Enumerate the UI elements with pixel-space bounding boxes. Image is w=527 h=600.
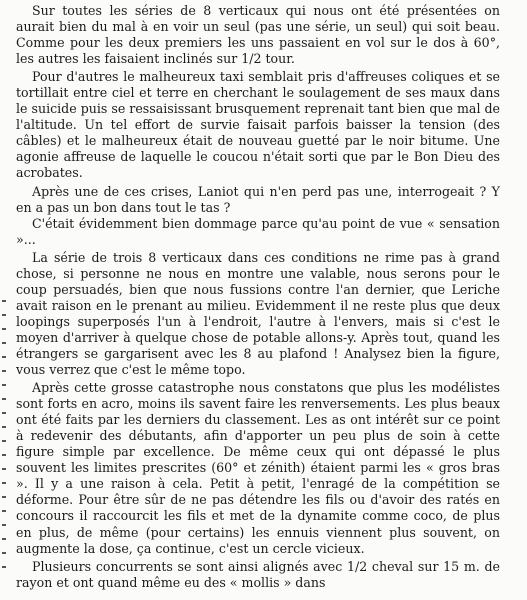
- margin-mark: [2, 412, 6, 414]
- margin-mark: [2, 552, 6, 554]
- margin-marks: [0, 300, 10, 600]
- margin-mark: [2, 496, 6, 498]
- margin-mark: [2, 300, 6, 302]
- paragraph-5: La série de trois 8 verticaux dans ces conditions ne rime pas à grand chose, si personne ne nous en montre une valable, nous serons pour le coup persuadés, bien que nous fussions contre l'an dernier, que Leriche avait raison en le prenant au milieu. Evidemment il ne reste plus que deux loopings superposés l'un à l'endroit, l'autre à l'envers, mais si c'est le moyen d'arriver à quelque chose de potable allons-y. Après tout, quand les étrangers se gargarisent avec les 8 au plafond ! Analysez bien la figure, vous verrez que c'est le même topo.: [16, 249, 500, 378]
- margin-mark: [2, 440, 6, 442]
- margin-mark: [2, 524, 6, 526]
- margin-mark: [2, 510, 6, 512]
- margin-mark: [2, 356, 6, 358]
- margin-mark: [2, 328, 6, 330]
- paragraph-2: Pour d'autres le malheureux taxi semblait pris d'affreuses coliques et se tortillait entre ciel et terre en cherchant le soulagement de ses maux dans le suicide puis se ressaisissant brusquement reprenait tant bien que mal de l'altitude. Un tel effort de survie faisait parfois baisser la tension (des câbles) et le malheureux était de nouveau guetté par le noir bitume. Une agonie affreuse de laquelle le coucou n'était sorti que par le Bon Dieu des acrobates.: [16, 69, 500, 181]
- margin-mark: [2, 314, 6, 316]
- margin-mark: [2, 538, 6, 540]
- margin-mark: [2, 566, 6, 568]
- paragraph-6: Après cette grosse catastrophe nous constatons que plus les modélistes sont forts en acro, moins ils savent faire les renversements. Les plus beaux ont été faits par les derniers du classement. Les as ont intérêt sur ce point à redevenir des débutants, afin d'apporter un peu plus de soin à cette figure simple par excellence. De même ceux qui ont dépassé le plus souvent les limites prescrites (60° et zénith) étaient parmi les « gros bras ». Il y a une raison à cela. Petit à petit, l'enragé de la compétition se déforme. Pour être sûr de ne pas détendre les fils ou d'avoir des ratés en concours il raccourcit les fils et met de la dynamite comme coco, de plus en plus, de même (pour certains) les ennuis viennent plus souvent, on augmente la dose, ça continue, c'est un cercle vicieux.: [16, 380, 500, 556]
- margin-mark: [2, 384, 6, 386]
- paragraph-1: Sur toutes les séries de 8 verticaux qui nous ont été présentées on aurait bien du mal à en voir un seul (pas une série, un seul) qui soit beau. Comme pour les deux premiers les uns passaient en vol sur le dos à 60°, les autres les faisaient inclinés sur 1/2 tour.: [16, 3, 500, 67]
- margin-mark: [2, 398, 6, 400]
- margin-mark: [2, 468, 6, 470]
- margin-mark: [2, 482, 6, 484]
- paragraph-7: Plusieurs concurrents se sont ainsi alignés avec 1/2 cheval sur 15 m. de rayon et ont quand même eu des « mollis » dans: [16, 558, 500, 590]
- margin-mark: [2, 454, 6, 456]
- margin-mark: [2, 342, 6, 344]
- margin-mark: [2, 426, 6, 428]
- article-column: [16, 3, 500, 591]
- paragraph-4: C'était évidemment bien dommage parce qu'au point de vue « sensation »...: [16, 215, 500, 247]
- paragraph-3: Après une de ces crises, Laniot qui n'en perd pas une, interrogeait ? Y en a pas un bon dans tout le tas ?: [16, 183, 500, 215]
- margin-mark: [2, 370, 6, 372]
